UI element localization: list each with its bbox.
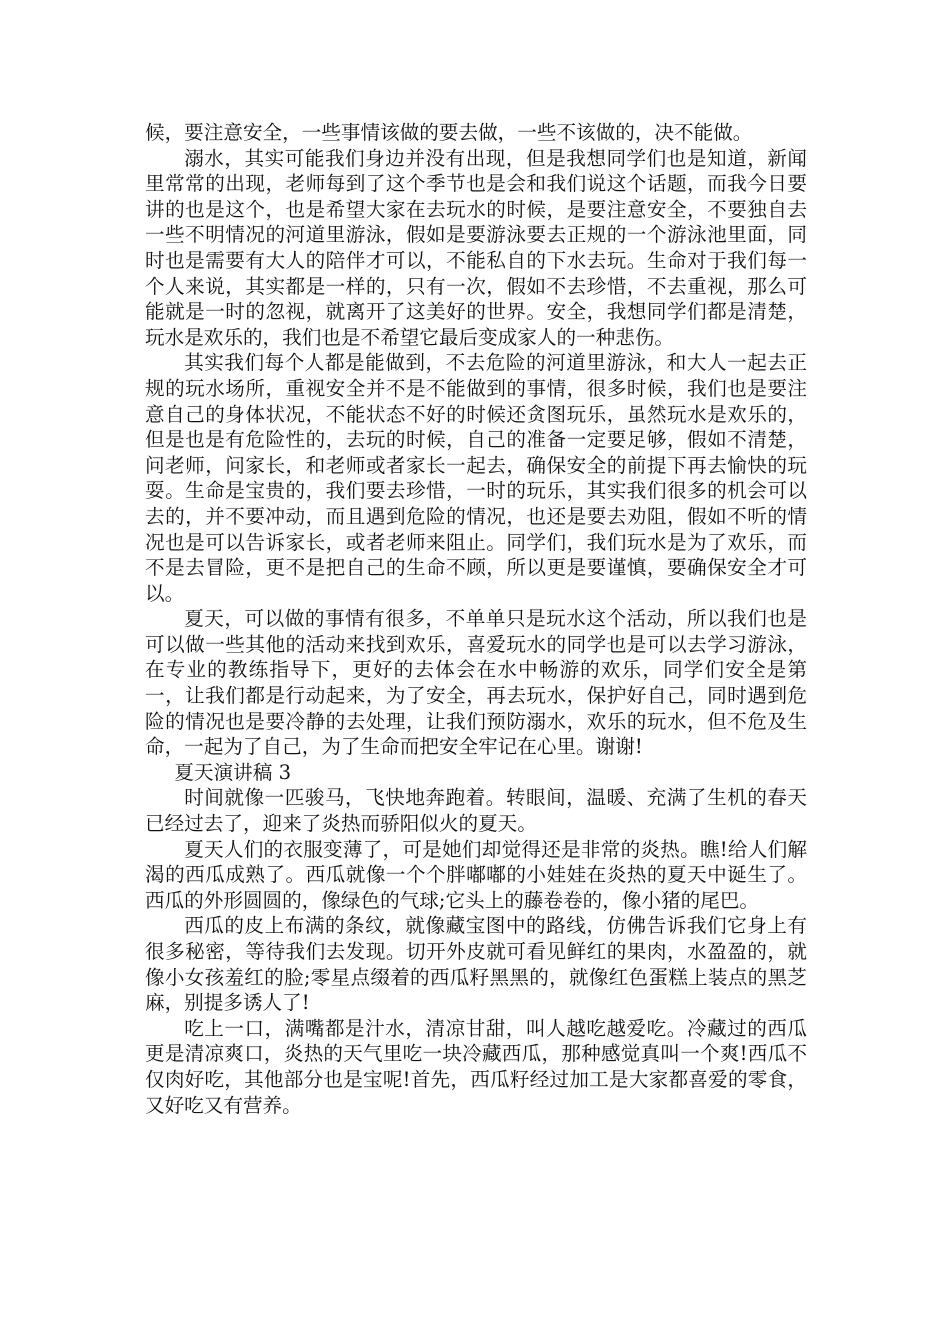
paragraph-watermelon-taste: 吃上一口，满嘴都是汁水，清凉甘甜，叫人越吃越爱吃。冷藏过的西瓜更是清凉爽口，炎热的天气里吃一块冷藏西瓜，那种感觉真叫一个爽!西瓜不仅肉好吃，其他部分也是宝呢!首先，西瓜籽经过加工是大家都喜爱的零食，又好吃又有营养。 xyxy=(145,1016,807,1117)
paragraph-summer-activities: 夏天，可以做的事情有很多，不单单只是玩水这个活动，所以我们也是可以做一些其他的活动来找到欢乐，喜爱玩水的同学也是可以去学习游泳，在专业的教练指导下，更好的去体会在水中畅游的欢乐，同学们安全是第一，让我们都是行动起来，为了安全，再去玩水，保护好自己，同时遇到危险的情况也是要冷静的去处理，让我们预防溺水，欢乐的玩水，但不危及生命，一起为了自己，为了生命而把安全牢记在心里。谢谢! xyxy=(145,607,807,759)
document-page xyxy=(145,120,807,1118)
paragraph-drowning: 溺水，其实可能我们身边并没有出现，但是我想同学们也是知道，新闻里常常的出现，老师每到了这个季节也是会和我们说这个话题，而我今日要讲的也是这个，也是希望大家在去玩水的时候，是要注意安全，不要独自去一些不明情况的河道里游泳，假如是要游泳要去正规的一个游泳池里面，同时也是需要有大人的陪伴才可以，不能私自的下水去玩。生命对于我们每一个人来说，其实都是一样的，只有一次，假如不去珍惜，不去重视，那么可能就是一时的忽视，就离开了这美好的世界。安全，我想同学们都是清楚，玩水是欢乐的，我们也是不希望它最后变成家人的一种悲伤。 xyxy=(145,146,807,349)
paragraph-time: 时间就像一匹骏马，飞快地奔跑着。转眼间，温暖、充满了生机的春天已经过去了，迎来了炎热而骄阳似火的夏天。 xyxy=(145,786,807,836)
paragraph-watermelon-skin: 西瓜的皮上布满的条纹，就像藏宝图中的路线，仿佛告诉我们它身上有很多秘密，等待我们去发现。切开外皮就可看见鲜红的果肉，水盈盈的，就像小女孩羞红的脸;零星点缀着的西瓜籽黑黑的，就像红色蛋糕上装点的黑芝麻，别提多诱人了! xyxy=(145,914,807,1015)
paragraph-watermelon-ripe: 夏天人们的衣服变薄了，可是她们却觉得还是非常的炎热。瞧!给人们解渴的西瓜成熟了。西瓜就像一个个胖嘟嘟的小娃娃在炎热的夏天中诞生了。西瓜的外形圆圆的，像绿色的气球;它头上的藤卷卷的，像小猪的尾巴。 xyxy=(145,837,807,912)
paragraph-continued: 候，要注意安全，一些事情该做的要去做，一些不该做的，决不能做。 xyxy=(145,121,753,144)
section-title: 夏天演讲稿 3 xyxy=(174,760,292,784)
paragraph-safety: 其实我们每个人都是能做到，不去危险的河道里游泳，和大人一起去正规的玩水场所，重视安全并不是不能做到的事情，很多时候，我们也是要注意自己的身体状况，不能状态不好的时候还贪图玩乐，虽然玩水是欢乐的，但是也是有危险性的，去玩的时候，自己的准备一定要足够，假如不清楚，问老师，问家长，和老师或者家长一起去，确保安全的前提下再去愉快的玩耍。生命是宝贵的，我们要去珍惜，一时的玩乐，其实我们很多的机会可以去的，并不要冲动，而且遇到危险的情况，也还是要去劝阻，假如不听的情况也是可以告诉家长，或者老师来阻止。同学们，我们玩水是为了欢乐，而不是去冒险，更不是把自己的生命不顾，所以更是要谨慎，要确保安全才可以。 xyxy=(145,351,807,605)
